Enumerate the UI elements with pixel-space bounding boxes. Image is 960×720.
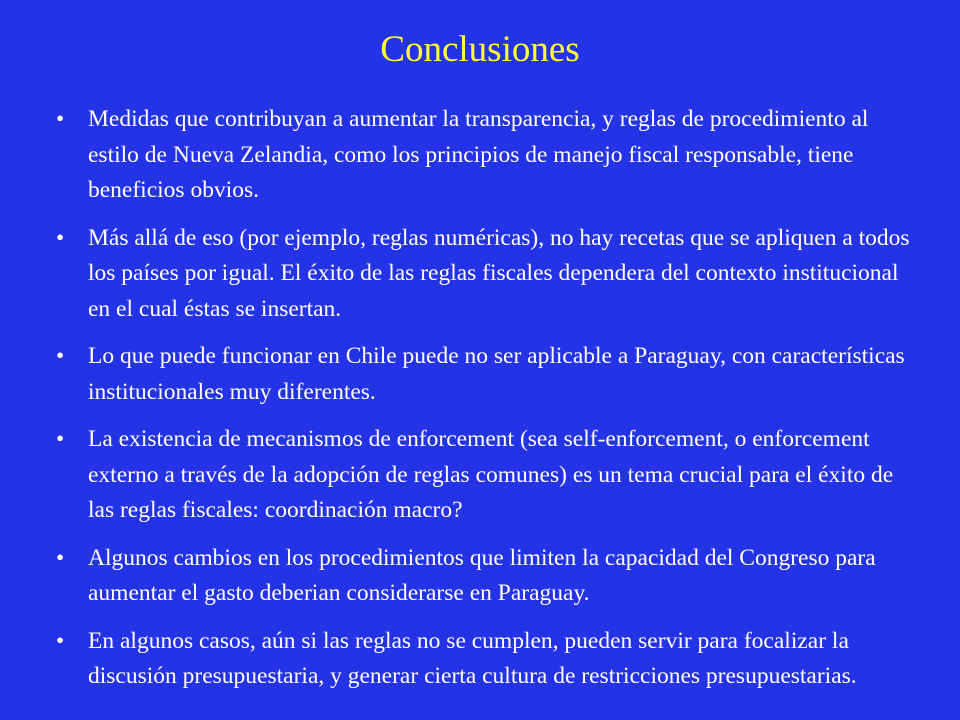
bullet-text: Lo que puede funcionar en Chile puede no ser aplicable a Paraguay, con características institucionales muy diferentes.	[88, 343, 905, 405]
bullet-item	[56, 624, 916, 695]
bullet-text: Más allá de eso (por ejemplo, reglas numéricas), no hay recetas que se apliquen a todos los países por igual. El éxito de las reglas fiscales dependera del contexto institucional en el cual éstas se insertan.	[88, 224, 910, 322]
slide-title: Conclusiones	[380, 29, 580, 70]
bullet-point-icon: •	[56, 544, 65, 571]
bullet-point-icon: •	[56, 627, 65, 654]
bullet-item	[56, 102, 916, 209]
bullet-point-icon: •	[56, 224, 65, 251]
bullet-list	[56, 102, 916, 707]
bullet-item	[56, 541, 916, 612]
bullet-item	[56, 339, 916, 410]
bullet-item	[56, 221, 916, 328]
bullet-text: Algunos cambios en los procedimientos que limiten la capacidad del Congreso para aumentar el gasto deberian considerarse en Paraguay.	[88, 544, 876, 606]
bullet-point-icon: •	[56, 426, 65, 452]
bullet-text: La existencia de mecanismos de enforcement (sea self-enforcement, o enforcement externo a través de la adopción de reglas comunes) es un tema crucial para el éxito de las reglas fiscales: coordinación macro?	[88, 426, 894, 523]
bullet-item	[56, 422, 916, 529]
bullet-text: Medidas que contribuyan a aumentar la transparencia, y reglas de procedimiento al estilo de Nueva Zelandia, como los principios de manejo fiscal responsable, tiene beneficios obvios.	[88, 106, 869, 203]
bullet-point-icon: •	[56, 343, 65, 369]
bullet-text: En algunos casos, aún si las reglas no se cumplen, pueden servir para focalizar la discusión presupuestaria, y generar cierta cultura de restricciones presupuestarias.	[88, 627, 857, 689]
bullet-point-icon: •	[56, 106, 65, 132]
